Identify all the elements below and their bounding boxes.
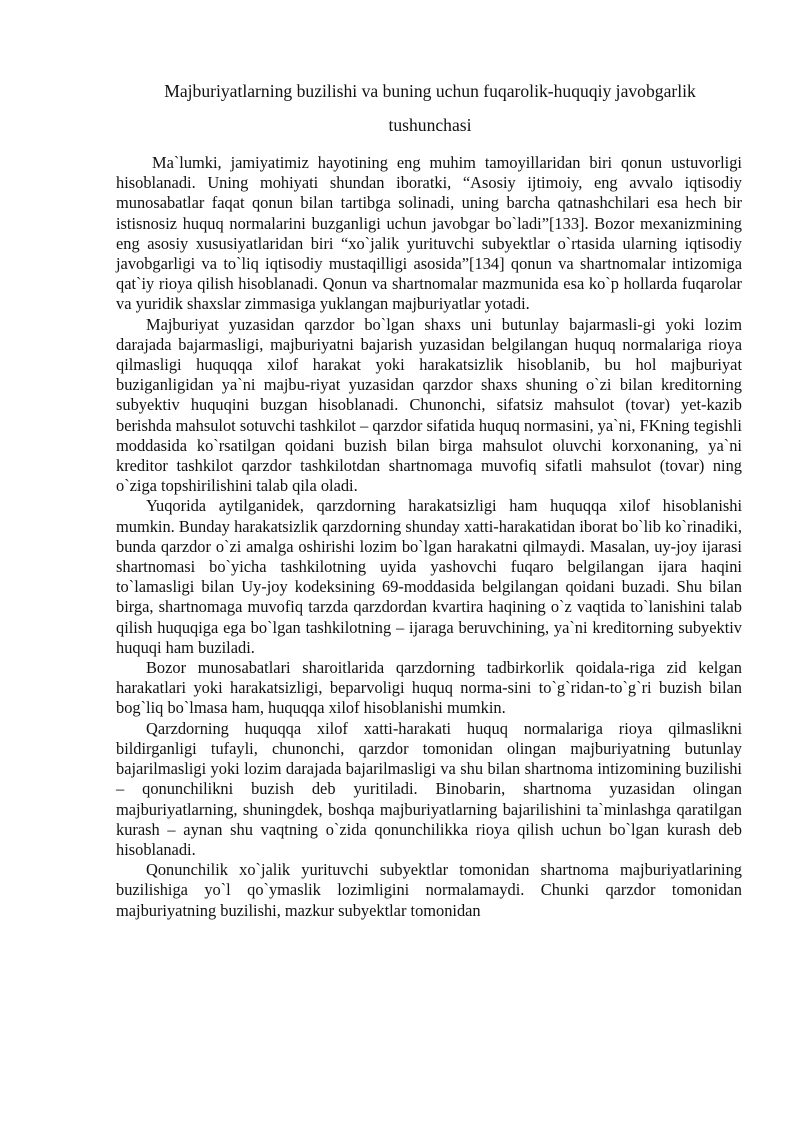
paragraph-1: Ma`lumki, jamiyatimiz hayotining eng muhim tamoyillaridan biri qonun ustuvorligi hisoblanadi. Uning mohiyati shundan iboratki, “Asosiy ijtimoiy, eng avvalo iqtisodiy munosabatlar faqat qonun bilan tartibga solinadi, uning barcha qatnashchilari esa hech bir istisnosiz huquq normalarini buzganligi uchun javobgar bo`ladi”[133]. Bozor mexanizmining eng asosiy xususiyatlaridan biri “xo`jalik yurituvchi subyektlar o`rtasida ularning iqtisodiy javobgarligi va to`liq iqtisodiy mustaqilligi asosida”[134] qonun va shartnomalar intizomiga qat`iy rioya qilish hisoblanadi. Qonun va shartnomalar mazmunida esa ko`p hollarda fuqarolar va yuridik shaxslar zimmasiga yuklangan majburiyatlar yotadi. xyxy=(116,153,742,314)
paragraph-5: Qarzdorning huquqqa xilof xatti-harakati huquq normalariga rioya qilmaslikni bildirganligi tufayli, chunonchi, qarzdor tomonidan olingan majburiyatning butunlay bajarilmasligi yoki lozim darajada bajarilmasligi va shu bilan shartnoma intizomining buzilishi – qonunchilikni buzish deb yuritiladi. Binobarin, shartnoma yuzasidan olingan majburiyatlarning, shuningdek, boshqa majburiyatlarning bajarilishini ta`minlashga qaratilgan kurash – aynan shu vaqtning o`zida qonunchilikka rioya qilish uchun bo`lgan kurash deb hisoblanadi. xyxy=(116,718,742,859)
paragraph-6: Qonunchilik xo`jalik yurituvchi subyektlar tomonidan shartnoma majburiyatlarining buzilishiga yo`l qo`ymaslik lozimligini normalamaydi. Chunki qarzdor tomonidan majburiyatning buzilishi, mazkur subyektlar tomonidan xyxy=(116,860,742,920)
paragraph-3: Yuqorida aytilganidek, qarzdorning harakatsizligi ham huquqqa xilof hisoblanishi mumkin. Bunday harakatsizlik qarzdorning shunday xatti-harakatidan iborat bo`lib ko`rinadiki, bunda qarzdor o`zi amalga oshirishi lozim bo`lgan harakatni qilmaydi. Masalan, uy-joy ijarasi shartnomasi bo`yicha tashkilotning uyida yashovchi fuqaro belgilangan ijara haqini to`lamasligi bilan Uy-joy kodeksining 69-moddasida belgilangan qoidani buzadi. Shu bilan birga, shartnomaga muvofiq tarzda qarzdordan kvartira haqining o`z vaqtida to`lanishini talab qilish huquqiga ega bo`lgan tashkilotning – ijaraga beruvchining, ya`ni kreditorning subyektiv huquqi ham buziladi. xyxy=(116,496,742,657)
document-title xyxy=(118,76,742,140)
paragraph-4: Bozor munosabatlari sharoitlarida qarzdorning tadbirkorlik qoidala-riga zid kelgan harakatlari yoki harakatsizligi, beparvoligi huquq norma-sini to`g`ridan-to`g`ri buzish bilan bog`liq bo`lmasa ham, huquqqa xilof hisoblanishi mumkin. xyxy=(116,658,742,718)
title-line-2: tushunchasi xyxy=(388,115,472,135)
title-line-1: Majburiyatlarning buzilishi va buning uchun fuqarolik-huquqiy javobgarlik xyxy=(164,81,696,101)
paragraph-2: Majburiyat yuzasidan qarzdor bo`lgan shaxs uni butunlay bajarmasli-gi yoki lozim darajada bajarmasligi, majburiyatni bajarish yuzasidan belgilangan huquq normalariga rioya qilmasligi huquqqa xilof harakat yoki harakatsizlik hisoblanib, bu hol majburiyat buziganligidan ya`ni majbu-riyat yuzasidan qarzdor shaxs shuning o`zi bilan kreditorning subyektiv huquqini buzgan hisoblanadi. Chunonchi, sifatsiz mahsulot (tovar) yet-kazib berishda mahsulot sotuvchi tashkilot – qarzdor sifatida huquq normasini, ya`ni, FKning tegishli moddasida ko`rsatilgan qoidani buzish bilan birga mahsulot oluvchi korxonaning, ya`ni kreditor tashkilot qarzdor tashkilotdan shartnomaga muvofiq sifatli mahsulot (tovar) ning o`ziga topshirilishini talab qila oladi. xyxy=(116,314,742,496)
document-body xyxy=(116,153,742,921)
